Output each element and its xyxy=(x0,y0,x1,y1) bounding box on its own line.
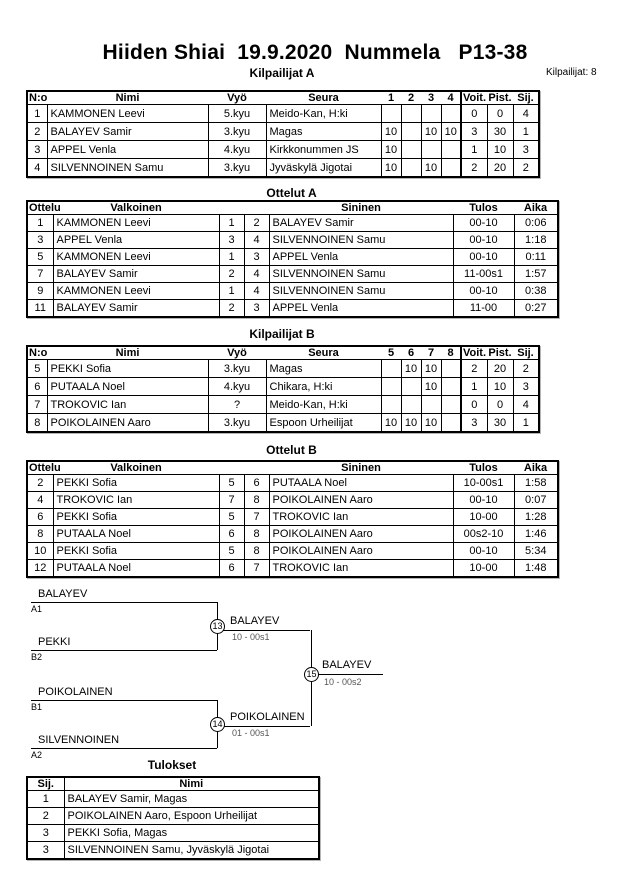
table-row xyxy=(27,509,558,526)
table-cell: POIKOLAINEN Aaro xyxy=(269,492,453,509)
col-header: 7 xyxy=(421,346,441,360)
table-cell: 7 xyxy=(27,396,47,414)
table-cell xyxy=(441,378,461,396)
table-cell: 10 xyxy=(441,123,461,141)
table-cell: 4 xyxy=(27,159,47,178)
col-header: Vyö xyxy=(208,346,266,360)
table-cell: Kirkkonummen JS xyxy=(266,141,381,159)
table-cell xyxy=(401,378,421,396)
table-cell xyxy=(441,396,461,414)
table-cell: 7 xyxy=(244,509,269,526)
table-row xyxy=(27,378,539,396)
col-header: Sij. xyxy=(513,346,539,360)
col-header: Ottelu xyxy=(29,202,61,214)
table-cell: 11 xyxy=(27,300,53,318)
col-header: Ottelu xyxy=(29,462,61,474)
table-header-row xyxy=(27,461,558,475)
table-cell: 10 xyxy=(27,543,53,560)
table-cell: ? xyxy=(208,396,266,414)
table-row xyxy=(27,249,558,266)
table-cell: 5 xyxy=(219,509,244,526)
col-header: Tulos xyxy=(453,201,514,215)
table-cell: 2 xyxy=(27,123,47,141)
table-cell: PUTAALA Noel xyxy=(47,378,208,396)
table-row xyxy=(27,560,558,578)
table-cell: BALAYEV Samir xyxy=(53,300,219,318)
table-cell: APPEL Venla xyxy=(269,249,453,266)
section-heading-kilpailijat-b: Kilpailijat B xyxy=(249,327,315,341)
table-cell: Espoon Urheilijat xyxy=(266,414,381,433)
col-header xyxy=(219,461,244,475)
table-row xyxy=(27,266,558,283)
kilpailijat-a-table xyxy=(26,90,540,178)
table-cell: 3 xyxy=(27,842,64,860)
table-cell: 10 xyxy=(381,123,401,141)
table-cell: 10 xyxy=(401,414,421,433)
section-heading-kilpailijat-a: Kilpailijat A xyxy=(249,66,315,80)
table-cell: 10 xyxy=(381,141,401,159)
bracket-line xyxy=(217,726,310,727)
col-header: 1 xyxy=(381,91,401,105)
table-cell: 10 xyxy=(487,141,513,159)
table-cell: 3.kyu xyxy=(208,159,266,178)
table-cell: 0 xyxy=(487,105,513,123)
table-cell: 2 xyxy=(513,360,539,378)
table-cell: SILVENNOINEN Samu xyxy=(269,283,453,300)
table-cell xyxy=(441,159,461,178)
table-cell: BALAYEV Samir xyxy=(269,215,453,232)
table-cell: 2 xyxy=(244,215,269,232)
table-cell: 1 xyxy=(219,249,244,266)
table-cell: 5 xyxy=(219,543,244,560)
table-cell: 0 xyxy=(487,396,513,414)
table-row xyxy=(27,808,319,825)
table-cell: POIKOLAINEN Aaro, Espoon Urheilijat xyxy=(64,808,319,825)
table-cell: 3 xyxy=(513,141,539,159)
kilpailijat-b-table xyxy=(26,345,540,433)
table-cell xyxy=(401,123,421,141)
table-cell xyxy=(401,159,421,178)
col-header: Valkoinen xyxy=(53,201,219,215)
section-heading-ottelut-a: Ottelut A xyxy=(266,186,317,200)
table-cell: SILVENNOINEN Samu, Jyväskylä Jigotai xyxy=(64,842,319,860)
col-header: Pist. xyxy=(488,92,512,104)
col-header xyxy=(244,461,269,475)
col-header: N:o xyxy=(29,92,48,104)
table-row xyxy=(27,526,558,543)
table-cell: APPEL Venla xyxy=(269,300,453,318)
bracket-seed-label: A1 xyxy=(31,604,43,614)
table-cell: 1 xyxy=(27,215,53,232)
table-row xyxy=(27,543,558,560)
table-row xyxy=(27,232,558,249)
table-cell: 1 xyxy=(461,378,487,396)
table-cell: 3.kyu xyxy=(208,123,266,141)
table-row xyxy=(27,842,319,860)
col-header: Sininen xyxy=(269,201,453,215)
table-cell: 00-10 xyxy=(453,283,514,300)
table-cell: 4.kyu xyxy=(208,141,266,159)
table-cell xyxy=(441,141,461,159)
table-cell: APPEL Venla xyxy=(53,232,219,249)
table-row xyxy=(27,414,539,433)
table-cell: 4 xyxy=(513,105,539,123)
table-cell: 7 xyxy=(27,266,53,283)
bracket-seed-label: B2 xyxy=(31,652,43,662)
table-cell: Chikara, H:ki xyxy=(266,378,381,396)
table-cell xyxy=(401,396,421,414)
table-cell: KAMMONEN Leevi xyxy=(53,215,219,232)
table-cell: 0:27 xyxy=(514,300,558,318)
table-cell: TROKOVIC Ian xyxy=(269,509,453,526)
table-row xyxy=(27,105,539,123)
table-cell: 1 xyxy=(219,283,244,300)
table-cell: PEKKI Sofia xyxy=(53,543,219,560)
col-header xyxy=(244,201,269,215)
table-cell: KAMMONEN Leevi xyxy=(53,249,219,266)
col-header: 8 xyxy=(441,346,461,360)
table-cell: POIKOLAINEN Aaro xyxy=(269,526,453,543)
table-cell: 1:57 xyxy=(514,266,558,283)
table-row xyxy=(27,396,539,414)
table-row xyxy=(27,215,558,232)
bracket-match-number: 15 xyxy=(304,667,319,682)
bracket-match-number: 14 xyxy=(210,717,225,732)
table-row xyxy=(27,825,319,842)
table-cell: Meido-Kan, H:ki xyxy=(266,396,381,414)
table-cell: 1 xyxy=(27,791,64,808)
bracket-seed-label: B1 xyxy=(31,702,43,712)
table-cell: 2 xyxy=(461,360,487,378)
table-cell: 30 xyxy=(487,414,513,433)
col-header: Sij. xyxy=(513,91,539,105)
table-cell xyxy=(381,378,401,396)
bracket-slot-name: PEKKI xyxy=(38,636,71,648)
table-row xyxy=(27,492,558,509)
table-cell: PEKKI Sofia xyxy=(53,509,219,526)
table-cell: 1:46 xyxy=(514,526,558,543)
table-cell: 10 xyxy=(421,123,441,141)
bracket-winner-name: BALAYEV xyxy=(230,615,280,627)
table-cell xyxy=(441,105,461,123)
table-cell: 3 xyxy=(27,232,53,249)
table-cell: 0 xyxy=(461,396,487,414)
table-row xyxy=(27,159,539,178)
table-cell xyxy=(441,360,461,378)
table-cell: 3 xyxy=(27,141,47,159)
table-cell: 8 xyxy=(244,526,269,543)
bracket-line xyxy=(31,650,217,651)
table-cell xyxy=(421,105,441,123)
table-cell: BALAYEV Samir, Magas xyxy=(64,791,319,808)
table-cell: TROKOVIC Ian xyxy=(47,396,208,414)
col-header: Tulos xyxy=(453,461,514,475)
table-cell: 3.kyu xyxy=(208,360,266,378)
table-cell: 2 xyxy=(513,159,539,178)
table-cell xyxy=(421,141,441,159)
table-cell: KAMMONEN Leevi xyxy=(47,105,208,123)
table-cell: 3 xyxy=(244,300,269,318)
table-cell: 11-00 xyxy=(453,300,514,318)
bracket-score-label: 10 - 00s1 xyxy=(232,632,270,642)
table-cell: 6 xyxy=(244,475,269,492)
table-cell: 0 xyxy=(461,105,487,123)
table-cell: 10 xyxy=(421,378,441,396)
col-header: 6 xyxy=(401,346,421,360)
table-cell: BALAYEV Samir xyxy=(53,266,219,283)
table-cell: 0:07 xyxy=(514,492,558,509)
table-cell: 0:06 xyxy=(514,215,558,232)
table-cell: 8 xyxy=(27,526,53,543)
table-cell: 4 xyxy=(27,492,53,509)
table-cell: 6 xyxy=(219,560,244,578)
table-cell: Magas xyxy=(266,360,381,378)
bracket-score-label: 10 - 00s2 xyxy=(324,677,362,687)
table-cell: 00-10 xyxy=(453,249,514,266)
bracket-seed-label: A2 xyxy=(31,750,43,760)
table-cell xyxy=(381,360,401,378)
table-cell: 6 xyxy=(219,526,244,543)
bracket-winner-name: BALAYEV xyxy=(322,659,372,671)
col-header: Nimi xyxy=(47,91,208,105)
table-cell: PUTAALA Noel xyxy=(53,526,219,543)
table-cell: 4 xyxy=(244,283,269,300)
col-header: Nimi xyxy=(47,346,208,360)
table-cell: 4.kyu xyxy=(208,378,266,396)
tulokset-table xyxy=(26,776,320,860)
table-cell: APPEL Venla xyxy=(47,141,208,159)
table-cell: SILVENNOINEN Samu xyxy=(269,232,453,249)
table-cell: 00-10 xyxy=(453,543,514,560)
table-cell: 0:38 xyxy=(514,283,558,300)
col-header: 3 xyxy=(421,91,441,105)
table-cell: 00-10 xyxy=(453,492,514,509)
table-cell: 10 xyxy=(487,378,513,396)
table-cell: 3 xyxy=(461,123,487,141)
table-cell: 2 xyxy=(219,300,244,318)
bracket-line xyxy=(31,700,217,701)
table-cell: 5 xyxy=(219,475,244,492)
col-header: 4 xyxy=(441,91,461,105)
col-header: Voit. xyxy=(463,347,487,359)
bracket-line xyxy=(31,602,217,603)
table-header-row xyxy=(27,346,539,360)
col-header: 2 xyxy=(401,91,421,105)
table-cell: 7 xyxy=(244,560,269,578)
table-cell: 0:11 xyxy=(514,249,558,266)
table-cell: 10 xyxy=(421,360,441,378)
table-cell: SILVENNOINEN Samu xyxy=(47,159,208,178)
col-header: Aika xyxy=(514,201,558,215)
section-heading-tulokset: Tulokset xyxy=(147,758,197,772)
col-header: N:o xyxy=(29,347,48,359)
table-header-row xyxy=(27,201,558,215)
table-cell: Jyväskylä Jigotai xyxy=(266,159,381,178)
table-cell: 3 xyxy=(244,249,269,266)
col-header: Sininen xyxy=(269,461,453,475)
table-header-row xyxy=(27,91,539,105)
bracket-line xyxy=(311,674,383,675)
table-cell: PEKKI Sofia xyxy=(47,360,208,378)
table-cell xyxy=(421,396,441,414)
ottelut-a-table xyxy=(26,200,559,318)
table-cell: 2 xyxy=(219,266,244,283)
table-cell: 12 xyxy=(27,560,53,578)
table-cell: 00s2-10 xyxy=(453,526,514,543)
table-cell: PEKKI Sofia xyxy=(53,475,219,492)
table-cell: 2 xyxy=(27,475,53,492)
col-header: Valkoinen xyxy=(53,461,219,475)
col-header: Voit. xyxy=(463,92,487,104)
col-header xyxy=(219,201,244,215)
col-header: Seura xyxy=(266,91,381,105)
table-cell: 1 xyxy=(513,123,539,141)
table-cell: POIKOLAINEN Aaro xyxy=(47,414,208,433)
table-cell: 10-00 xyxy=(453,560,514,578)
bracket-line xyxy=(217,630,310,631)
table-cell: PUTAALA Noel xyxy=(53,560,219,578)
table-cell: 1 xyxy=(513,414,539,433)
table-row xyxy=(27,791,319,808)
table-cell: 4 xyxy=(244,266,269,283)
bracket-line xyxy=(31,748,217,749)
table-cell: 3 xyxy=(461,414,487,433)
table-cell: 00-10 xyxy=(453,232,514,249)
table-cell: 1 xyxy=(219,215,244,232)
table-row xyxy=(27,141,539,159)
table-cell xyxy=(381,396,401,414)
table-row xyxy=(27,475,558,492)
bracket-score-label: 01 - 00s1 xyxy=(232,728,270,738)
table-cell: Meido-Kan, H:ki xyxy=(266,105,381,123)
table-header-row xyxy=(27,777,319,791)
table-cell: 7 xyxy=(219,492,244,509)
bracket-slot-name: POIKOLAINEN xyxy=(38,686,113,698)
bracket-slot-name: BALAYEV xyxy=(38,588,88,600)
table-cell: 5:34 xyxy=(514,543,558,560)
table-cell: BALAYEV Samir xyxy=(47,123,208,141)
table-cell xyxy=(401,105,421,123)
col-header: Pist. xyxy=(488,347,512,359)
table-cell: 3.kyu xyxy=(208,414,266,433)
bracket-slot-name: SILVENNOINEN xyxy=(38,734,120,746)
table-cell xyxy=(401,141,421,159)
table-cell: POIKOLAINEN Aaro xyxy=(269,543,453,560)
table-cell: 5 xyxy=(27,360,47,378)
col-header: Nimi xyxy=(64,777,319,791)
table-cell: 10 xyxy=(381,414,401,433)
table-cell: SILVENNOINEN Samu xyxy=(269,266,453,283)
table-cell: 1:48 xyxy=(514,560,558,578)
table-row xyxy=(27,283,558,300)
table-cell: 6 xyxy=(27,509,53,526)
table-cell: 10 xyxy=(401,360,421,378)
table-cell: 2 xyxy=(461,159,487,178)
section-heading-ottelut-b: Ottelut B xyxy=(266,443,317,457)
table-cell: KAMMONEN Leevi xyxy=(53,283,219,300)
table-cell: 20 xyxy=(487,159,513,178)
table-cell: 3 xyxy=(219,232,244,249)
table-row xyxy=(27,360,539,378)
table-cell: 4 xyxy=(513,396,539,414)
page-title: Hiiden Shiai 19.9.2020 Nummela P13-38 xyxy=(102,41,528,64)
table-row xyxy=(27,300,558,318)
table-cell: 10-00s1 xyxy=(453,475,514,492)
table-cell: 2 xyxy=(27,808,64,825)
table-cell: 20 xyxy=(487,360,513,378)
table-cell: 6 xyxy=(27,378,47,396)
table-cell: 5.kyu xyxy=(208,105,266,123)
table-cell: 3 xyxy=(513,378,539,396)
table-cell: TROKOVIC Ian xyxy=(53,492,219,509)
table-cell: 1:28 xyxy=(514,509,558,526)
table-cell: 11-00s1 xyxy=(453,266,514,283)
table-cell: Magas xyxy=(266,123,381,141)
table-cell: 1 xyxy=(461,141,487,159)
table-cell: 1:18 xyxy=(514,232,558,249)
table-row xyxy=(27,123,539,141)
table-cell: PEKKI Sofia, Magas xyxy=(64,825,319,842)
competitors-count: Kilpailijat: 8 xyxy=(546,67,597,78)
table-cell: 30 xyxy=(487,123,513,141)
table-cell: 10 xyxy=(421,414,441,433)
table-cell: 10 xyxy=(421,159,441,178)
col-header: Aika xyxy=(514,461,558,475)
table-cell: 10 xyxy=(381,159,401,178)
table-cell: 9 xyxy=(27,283,53,300)
col-header: Vyö xyxy=(208,91,266,105)
col-header: 5 xyxy=(381,346,401,360)
col-header: Seura xyxy=(266,346,381,360)
bracket-winner-name: POIKOLAINEN xyxy=(230,711,305,723)
table-cell: 00-10 xyxy=(453,215,514,232)
table-cell: 8 xyxy=(244,543,269,560)
table-cell: TROKOVIC Ian xyxy=(269,560,453,578)
table-cell: 1:58 xyxy=(514,475,558,492)
table-cell: 8 xyxy=(27,414,47,433)
table-cell: 1 xyxy=(27,105,47,123)
table-cell: 4 xyxy=(244,232,269,249)
table-cell xyxy=(381,105,401,123)
table-cell: 3 xyxy=(27,825,64,842)
ottelut-b-table xyxy=(26,460,559,578)
bracket-match-number: 13 xyxy=(210,619,225,634)
table-cell: PUTAALA Noel xyxy=(269,475,453,492)
table-cell: 5 xyxy=(27,249,53,266)
col-header: Sij. xyxy=(27,777,64,791)
table-cell: 8 xyxy=(244,492,269,509)
table-cell xyxy=(441,414,461,433)
table-cell: 10-00 xyxy=(453,509,514,526)
